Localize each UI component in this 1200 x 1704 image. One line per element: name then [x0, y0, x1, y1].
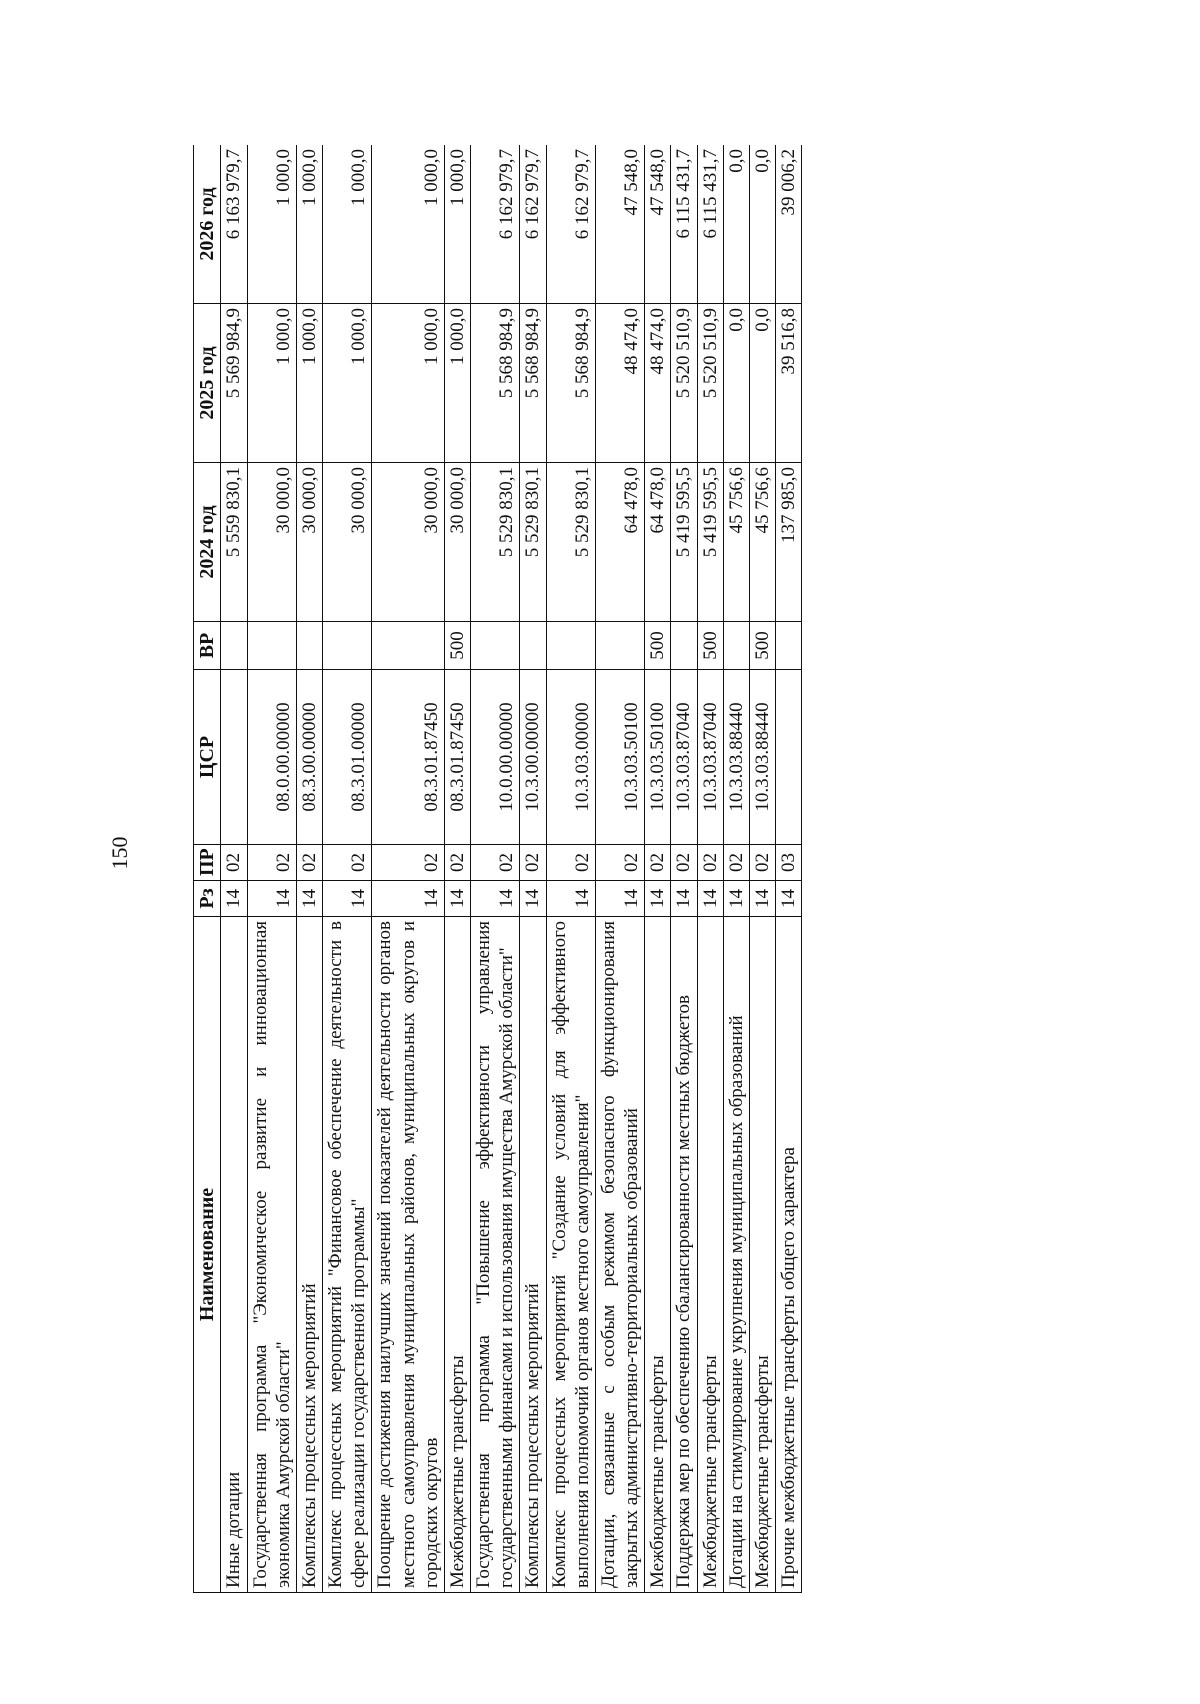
cell-2024: 30 000,0 — [372, 463, 445, 622]
cell-name: Комплекс процессных мероприятий "Финансовое обеспечение деятельности в сфере реализации государственной программы" — [323, 917, 372, 1593]
cell-csr — [776, 670, 802, 845]
cell-pr: 02 — [296, 845, 322, 881]
cell-vr: 500 — [645, 622, 671, 670]
cell-2026: 47 548,0 — [645, 145, 671, 304]
table-row — [645, 145, 671, 1593]
cell-2025: 0,0 — [750, 304, 776, 463]
cell-vr — [247, 622, 296, 670]
cell-name: Поощрение достижения наилучших значений показателей деятельности органов местного самоуправления муниципальных районов, муниципальных округов и городских округов — [372, 917, 445, 1593]
cell-name: Государственная программа "Повышение эффективности управления государственными финансами и использования имущества Амурской области" — [471, 917, 520, 1593]
cell-csr: 10.3.03.00000 — [546, 670, 595, 845]
table-row — [520, 145, 546, 1593]
cell-vr: 500 — [697, 622, 723, 670]
cell-2026: 6 162 979,7 — [546, 145, 595, 304]
cell-vr — [323, 622, 372, 670]
cell-name: Государственная программа "Экономическое развитие и инновационная экономика Амурской области" — [247, 917, 296, 1593]
cell-name: Иные дотации — [221, 917, 247, 1593]
cell-2026: 47 548,0 — [595, 145, 644, 304]
table-row — [372, 145, 445, 1593]
cell-pr: 02 — [323, 845, 372, 881]
cell-2026: 6 162 979,7 — [471, 145, 520, 304]
cell-2025: 39 516,8 — [776, 304, 802, 463]
cell-2025: 1 000,0 — [372, 304, 445, 463]
cell-name: Межбюджетные трансферты — [444, 917, 470, 1593]
cell-csr: 10.3.03.88440 — [723, 670, 749, 845]
cell-csr: 08.3.01.87450 — [372, 670, 445, 845]
cell-vr — [221, 622, 247, 670]
table-row — [723, 145, 749, 1593]
header-2025: 2025 год — [194, 304, 221, 463]
cell-csr: 10.0.00.00000 — [471, 670, 520, 845]
cell-rz: 14 — [723, 881, 749, 917]
cell-2025: 5 520 510,9 — [697, 304, 723, 463]
header-rz: Рз — [194, 881, 221, 917]
cell-2025: 5 569 984,9 — [221, 304, 247, 463]
cell-pr: 02 — [372, 845, 445, 881]
cell-csr: 10.3.03.50100 — [595, 670, 644, 845]
table-row — [595, 145, 644, 1593]
table-row — [471, 145, 520, 1593]
cell-2025: 48 474,0 — [645, 304, 671, 463]
cell-2024: 64 478,0 — [595, 463, 644, 622]
cell-vr: 500 — [750, 622, 776, 670]
cell-2025: 1 000,0 — [247, 304, 296, 463]
cell-csr: 10.3.03.50100 — [645, 670, 671, 845]
cell-vr — [520, 622, 546, 670]
cell-2025: 5 568 984,9 — [520, 304, 546, 463]
cell-2026: 6 162 979,7 — [520, 145, 546, 304]
cell-pr: 02 — [247, 845, 296, 881]
page-number: 150 — [107, 836, 132, 870]
cell-rz: 14 — [372, 881, 445, 917]
cell-2026: 6 163 979,7 — [221, 145, 247, 304]
cell-2025: 5 520 510,9 — [671, 304, 697, 463]
cell-2025: 1 000,0 — [444, 304, 470, 463]
cell-2024: 5 529 830,1 — [546, 463, 595, 622]
cell-csr: 08.3.01.00000 — [323, 670, 372, 845]
cell-pr: 02 — [471, 845, 520, 881]
cell-2024: 45 756,6 — [723, 463, 749, 622]
cell-2024: 5 419 595,5 — [697, 463, 723, 622]
cell-rz: 14 — [546, 881, 595, 917]
cell-rz: 14 — [520, 881, 546, 917]
cell-pr: 02 — [750, 845, 776, 881]
cell-2024: 30 000,0 — [296, 463, 322, 622]
cell-pr: 02 — [671, 845, 697, 881]
cell-2026: 39 006,2 — [776, 145, 802, 304]
header-2024: 2024 год — [194, 463, 221, 622]
cell-vr — [723, 622, 749, 670]
cell-rz: 14 — [750, 881, 776, 917]
cell-2026: 0,0 — [750, 145, 776, 304]
cell-rz: 14 — [671, 881, 697, 917]
cell-name: Комплекс процессных мероприятий "Создание условий для эффективного выполнения полномочий органов местного самоуправления" — [546, 917, 595, 1593]
cell-rz: 14 — [776, 881, 802, 917]
cell-csr: 08.3.01.87450 — [444, 670, 470, 845]
cell-2024: 30 000,0 — [247, 463, 296, 622]
cell-rz: 14 — [471, 881, 520, 917]
cell-2026: 1 000,0 — [444, 145, 470, 304]
cell-pr: 02 — [723, 845, 749, 881]
cell-pr: 02 — [697, 845, 723, 881]
cell-2024: 30 000,0 — [444, 463, 470, 622]
cell-rz: 14 — [697, 881, 723, 917]
cell-2024: 5 419 595,5 — [671, 463, 697, 622]
cell-2025: 1 000,0 — [296, 304, 322, 463]
cell-name: Поддержка мер по обеспечению сбалансированности местных бюджетов — [671, 917, 697, 1593]
cell-2025: 0,0 — [723, 304, 749, 463]
table-row — [750, 145, 776, 1593]
table-row — [444, 145, 470, 1593]
cell-2025: 1 000,0 — [323, 304, 372, 463]
cell-pr: 02 — [546, 845, 595, 881]
cell-csr: 08.0.00.00000 — [247, 670, 296, 845]
cell-2024: 30 000,0 — [323, 463, 372, 622]
budget-table — [193, 145, 802, 1593]
cell-pr: 02 — [221, 845, 247, 881]
cell-rz: 14 — [444, 881, 470, 917]
header-vr: ВР — [194, 622, 221, 670]
header-pr: ПР — [194, 845, 221, 881]
cell-2025: 48 474,0 — [595, 304, 644, 463]
cell-csr: 10.3.03.88440 — [750, 670, 776, 845]
table-body — [221, 145, 802, 1593]
cell-rz: 14 — [296, 881, 322, 917]
table-container — [193, 145, 963, 1593]
table-row — [221, 145, 247, 1593]
cell-2024: 5 529 830,1 — [520, 463, 546, 622]
cell-pr: 02 — [444, 845, 470, 881]
cell-2025: 5 568 984,9 — [471, 304, 520, 463]
header-2026: 2026 год — [194, 145, 221, 304]
table-row — [546, 145, 595, 1593]
cell-rz: 14 — [323, 881, 372, 917]
cell-2024: 5 559 830,1 — [221, 463, 247, 622]
cell-vr: 500 — [444, 622, 470, 670]
cell-vr — [546, 622, 595, 670]
cell-rz: 14 — [645, 881, 671, 917]
cell-name: Комплексы процессных мероприятий — [296, 917, 322, 1593]
cell-name: Межбюджетные трансферты — [645, 917, 671, 1593]
header-name: Наименование — [194, 917, 221, 1593]
cell-vr — [471, 622, 520, 670]
cell-csr: 10.3.03.87040 — [671, 670, 697, 845]
cell-name: Межбюджетные трансферты — [697, 917, 723, 1593]
cell-vr — [776, 622, 802, 670]
table-row — [776, 145, 802, 1593]
cell-rz: 14 — [595, 881, 644, 917]
cell-2024: 137 985,0 — [776, 463, 802, 622]
header-csr: ЦСР — [194, 670, 221, 845]
cell-2026: 1 000,0 — [247, 145, 296, 304]
table-row — [323, 145, 372, 1593]
table-row — [247, 145, 296, 1593]
cell-name: Комплексы процессных мероприятий — [520, 917, 546, 1593]
cell-2026: 1 000,0 — [296, 145, 322, 304]
cell-name: Прочие межбюджетные трансферты общего характера — [776, 917, 802, 1593]
cell-csr — [221, 670, 247, 845]
table-row — [671, 145, 697, 1593]
cell-2026: 1 000,0 — [372, 145, 445, 304]
cell-pr: 02 — [595, 845, 644, 881]
cell-rz: 14 — [247, 881, 296, 917]
cell-csr: 08.3.00.00000 — [296, 670, 322, 845]
table-row — [697, 145, 723, 1593]
table-row — [296, 145, 322, 1593]
cell-csr: 10.3.03.87040 — [697, 670, 723, 845]
cell-vr — [671, 622, 697, 670]
cell-pr: 03 — [776, 845, 802, 881]
cell-2025: 5 568 984,9 — [546, 304, 595, 463]
cell-2024: 64 478,0 — [645, 463, 671, 622]
cell-vr — [595, 622, 644, 670]
cell-2024: 45 756,6 — [750, 463, 776, 622]
cell-rz: 14 — [221, 881, 247, 917]
cell-pr: 02 — [645, 845, 671, 881]
cell-pr: 02 — [520, 845, 546, 881]
cell-vr — [296, 622, 322, 670]
cell-name: Дотации, связанные с особым режимом безопасного функционирования закрытых административно-территориальных образований — [595, 917, 644, 1593]
cell-vr — [372, 622, 445, 670]
cell-2026: 0,0 — [723, 145, 749, 304]
cell-2024: 5 529 830,1 — [471, 463, 520, 622]
table-header-row — [194, 145, 221, 1593]
cell-2026: 1 000,0 — [323, 145, 372, 304]
cell-2026: 6 115 431,7 — [697, 145, 723, 304]
cell-csr: 10.3.00.00000 — [520, 670, 546, 845]
cell-name: Дотации на стимулирование укрупнения муниципальных образований — [723, 917, 749, 1593]
rotated-page-content — [193, 145, 963, 1593]
cell-2026: 6 115 431,7 — [671, 145, 697, 304]
cell-name: Межбюджетные трансферты — [750, 917, 776, 1593]
